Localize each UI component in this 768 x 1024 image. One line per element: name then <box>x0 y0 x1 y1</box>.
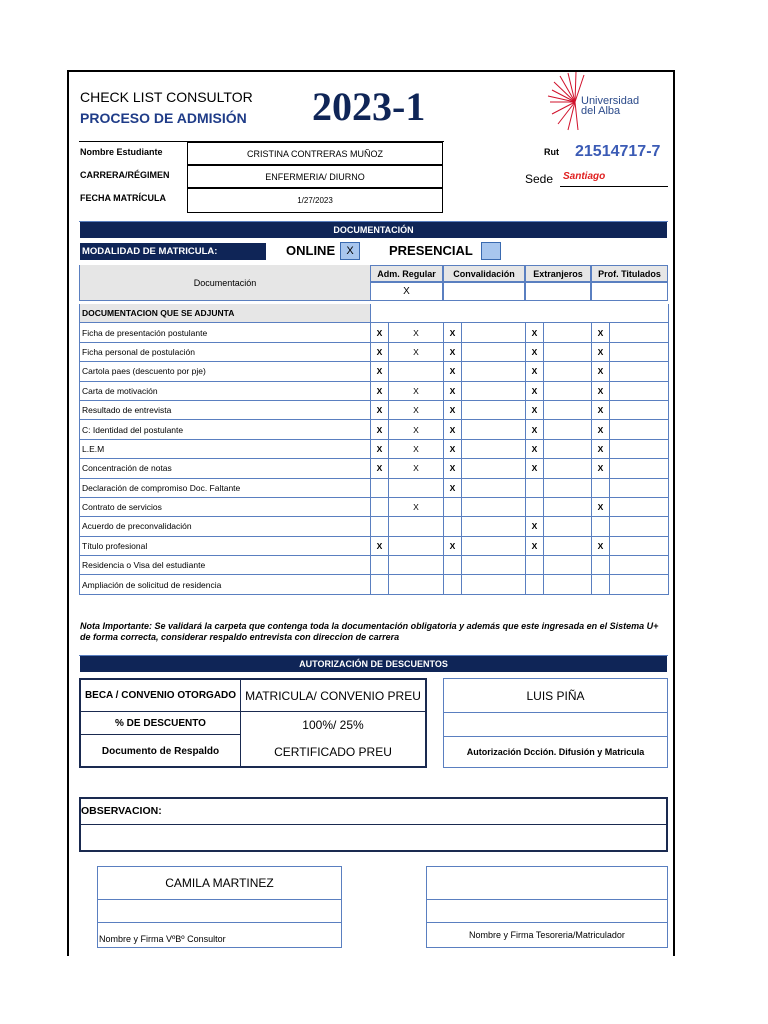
adm-regular-check[interactable]: X <box>371 323 389 342</box>
col-documentacion: Documentación <box>79 265 370 301</box>
document-row <box>80 478 669 497</box>
prof-titulados-empty <box>610 362 669 381</box>
extranjeros-empty <box>544 556 592 575</box>
documents-table <box>79 304 669 595</box>
extranjeros-empty <box>544 323 592 342</box>
prof-titulados-check[interactable]: X <box>592 381 610 400</box>
extranjeros-empty <box>544 400 592 419</box>
convalidacion-check[interactable]: X <box>444 439 462 458</box>
convalidacion-check[interactable]: X <box>444 342 462 361</box>
convalidacion-check[interactable]: X <box>444 459 462 478</box>
career-field[interactable]: ENFERMERIA/ DIURNO <box>187 165 443 188</box>
adm-regular-check-2[interactable]: X <box>389 459 444 478</box>
adm-regular-check-2[interactable]: X <box>389 381 444 400</box>
convalidacion-empty <box>462 478 526 497</box>
prof-titulados-check[interactable] <box>592 517 610 536</box>
prof-titulados-empty <box>610 439 669 458</box>
sede-underline <box>560 186 668 187</box>
convalidacion-empty <box>462 575 526 594</box>
prof-titulados-check[interactable]: X <box>592 420 610 439</box>
adm-regular-check-2[interactable] <box>389 536 444 555</box>
adm-regular-check-2[interactable] <box>389 556 444 575</box>
extranjeros-empty <box>544 439 592 458</box>
convalidacion-check[interactable]: X <box>444 362 462 381</box>
prof-titulados-check[interactable]: X <box>592 497 610 516</box>
prof-titulados-empty <box>610 400 669 419</box>
adm-regular-check-2[interactable] <box>389 517 444 536</box>
convalidacion-empty <box>462 323 526 342</box>
adm-regular-check-2[interactable]: X <box>389 420 444 439</box>
document-row <box>80 517 669 536</box>
document-label: C: Identidad del postulante <box>80 420 371 439</box>
form-subtitle: PROCESO DE ADMISIÓN <box>80 110 247 126</box>
prof-titulados-check[interactable] <box>592 556 610 575</box>
convalidacion-check[interactable] <box>444 575 462 594</box>
adm-regular-check[interactable]: X <box>371 439 389 458</box>
extranjeros-check[interactable]: X <box>526 342 544 361</box>
adm-regular-check[interactable] <box>371 497 389 516</box>
extranjeros-check[interactable]: X <box>526 381 544 400</box>
beca-value[interactable]: MATRICULA/ CONVENIO PREU <box>240 680 425 711</box>
document-label: Declaración de compromiso Doc. Faltante <box>80 478 371 497</box>
adjunta-row <box>80 304 669 323</box>
document-label: Carta de motivación <box>80 381 371 400</box>
document-label: Ficha personal de postulación <box>80 342 371 361</box>
col-extranjeros: Extranjeros <box>525 265 591 282</box>
consultor-name[interactable]: CAMILA MARTINEZ <box>165 876 274 890</box>
prof-titulados-check[interactable]: X <box>592 362 610 381</box>
convalidacion-empty <box>462 439 526 458</box>
extranjeros-check[interactable]: X <box>526 459 544 478</box>
prof-titulados-empty <box>610 323 669 342</box>
extranjeros-check[interactable]: X <box>526 400 544 419</box>
adm-regular-mark: X <box>370 282 443 301</box>
prof-titulados-empty <box>610 420 669 439</box>
divider <box>443 712 668 713</box>
extranjeros-empty <box>544 517 592 536</box>
convalidacion-check[interactable] <box>444 497 462 516</box>
adm-regular-check[interactable]: X <box>371 400 389 419</box>
document-label: Ficha de presentación postulante <box>80 323 371 342</box>
extranjeros-check[interactable]: X <box>526 439 544 458</box>
doc-respaldo-value[interactable]: CERTIFICADO PREU <box>240 738 425 766</box>
extranjeros-check[interactable]: X <box>526 323 544 342</box>
prof-titulados-check[interactable]: X <box>592 459 610 478</box>
prof-titulados-empty <box>610 556 669 575</box>
adm-regular-check[interactable]: X <box>371 342 389 361</box>
convalidacion-check[interactable]: X <box>444 420 462 439</box>
sede-label: Sede <box>525 172 554 186</box>
divider <box>81 824 666 825</box>
convalidacion-check[interactable]: X <box>444 381 462 400</box>
prof-titulados-empty <box>610 381 669 400</box>
prof-titulados-check[interactable] <box>592 575 610 594</box>
extranjeros-check[interactable] <box>526 575 544 594</box>
convalidacion-empty <box>462 400 526 419</box>
col-convalidacion: Convalidación <box>443 265 525 282</box>
prof-titulados-check[interactable]: X <box>592 400 610 419</box>
document-label: Cartola paes (descuento por pje) <box>80 362 371 381</box>
student-name-label: Nombre Estudiante <box>80 147 163 157</box>
prof-titulados-empty <box>610 517 669 536</box>
extranjeros-check[interactable] <box>526 497 544 516</box>
logo-text <box>581 96 639 116</box>
document-row <box>80 536 669 555</box>
observacion-field[interactable] <box>81 826 666 850</box>
convalidacion-empty <box>462 362 526 381</box>
document-label: Acuerdo de preconvalidación <box>80 517 371 536</box>
document-row <box>80 459 669 478</box>
document-row <box>80 400 669 419</box>
adm-regular-check-2[interactable]: X <box>389 342 444 361</box>
online-label: ONLINE <box>286 243 336 258</box>
tesoreria-name[interactable] <box>426 867 668 899</box>
document-row <box>80 362 669 381</box>
adm-regular-check-2[interactable] <box>389 362 444 381</box>
convalidacion-empty <box>462 497 526 516</box>
document-label: Ampliación de solicitud de residencia <box>80 575 371 594</box>
document-label: L.E.M <box>80 439 371 458</box>
document-label: Contrato de servicios <box>80 497 371 516</box>
presencial-label: PRESENCIAL <box>389 243 473 258</box>
rut-value: 21514717-7 <box>575 143 661 160</box>
convalidacion-empty <box>462 420 526 439</box>
divider <box>426 922 668 923</box>
divider <box>81 734 240 735</box>
extr-mark-cell <box>525 282 591 301</box>
extranjeros-empty <box>544 575 592 594</box>
prof-titulados-check[interactable] <box>592 478 610 497</box>
adm-regular-check-2[interactable] <box>389 478 444 497</box>
adm-regular-check-2[interactable]: X <box>389 323 444 342</box>
document-label: Título profesional <box>80 536 371 555</box>
convalidacion-empty <box>462 381 526 400</box>
document-row <box>80 556 669 575</box>
extranjeros-check[interactable]: X <box>526 420 544 439</box>
prof-titulados-check[interactable]: X <box>592 439 610 458</box>
adm-regular-check[interactable]: X <box>371 420 389 439</box>
convalidacion-empty <box>462 342 526 361</box>
document-row <box>80 381 669 400</box>
adm-regular-check[interactable] <box>371 517 389 536</box>
prof-titulados-empty <box>610 575 669 594</box>
convalidacion-empty <box>462 556 526 575</box>
frame-left <box>67 70 69 956</box>
document-row <box>80 497 669 516</box>
prof-titulados-empty <box>610 536 669 555</box>
convalidacion-check[interactable]: X <box>444 478 462 497</box>
convalidacion-check[interactable] <box>444 517 462 536</box>
extranjeros-empty <box>544 362 592 381</box>
col-adm-regular: Adm. Regular <box>370 265 443 282</box>
extranjeros-check[interactable]: X <box>526 362 544 381</box>
date-field[interactable]: 1/27/2023 <box>187 188 443 213</box>
auth-name[interactable]: LUIS PIÑA <box>526 688 585 703</box>
logo-text-line2: del Alba <box>581 105 621 117</box>
pct-label: % DE DESCUENTO <box>115 717 206 729</box>
document-label: Residencia o Visa del estudiante <box>80 556 371 575</box>
convalidacion-check[interactable]: X <box>444 323 462 342</box>
conv-mark-cell <box>443 282 525 301</box>
observacion-label: OBSERVACION: <box>81 805 162 817</box>
divider <box>97 899 342 900</box>
prof-titulados-check[interactable]: X <box>592 342 610 361</box>
adm-regular-check[interactable] <box>371 575 389 594</box>
date-label: FECHA MATRÍCULA <box>80 193 166 203</box>
prof-titulados-check[interactable]: X <box>592 536 610 555</box>
adm-regular-check-2[interactable]: X <box>389 497 444 516</box>
extranjeros-check[interactable] <box>526 478 544 497</box>
prof-titulados-empty <box>610 478 669 497</box>
extranjeros-check[interactable] <box>526 556 544 575</box>
convalidacion-empty <box>462 459 526 478</box>
online-checkbox[interactable]: X <box>340 242 360 260</box>
beca-label: BECA / CONVENIO OTORGADO <box>84 690 237 701</box>
extranjeros-empty <box>544 478 592 497</box>
document-label: Concentración de notas <box>80 459 371 478</box>
col-prof-titulados: Prof. Titulados <box>591 265 668 282</box>
prof-titulados-empty <box>610 342 669 361</box>
document-row <box>80 342 669 361</box>
logo-text-line1: Universidad <box>581 95 640 107</box>
document-row <box>80 420 669 439</box>
adjunta-label: DOCUMENTACION QUE SE ADJUNTA <box>80 304 371 323</box>
divider <box>97 922 342 923</box>
document-row <box>80 323 669 342</box>
adm-regular-check-2[interactable]: X <box>389 400 444 419</box>
extranjeros-empty <box>544 497 592 516</box>
period-title: 2023-1 <box>312 84 426 129</box>
extranjeros-check[interactable]: X <box>526 536 544 555</box>
adm-regular-check[interactable]: X <box>371 362 389 381</box>
document-row <box>80 575 669 594</box>
adm-regular-check-2[interactable] <box>389 575 444 594</box>
pct-value[interactable]: 100%/ 25% <box>240 712 425 738</box>
auth-label: Autorización Dcción. Difusión y Matricula <box>466 747 645 757</box>
doc-respaldo-label: Documento de Respaldo <box>101 745 220 757</box>
presencial-checkbox[interactable] <box>481 242 501 260</box>
prof-titulados-empty <box>610 497 669 516</box>
prof-titulados-empty <box>610 459 669 478</box>
prof-titulados-check[interactable]: X <box>592 323 610 342</box>
career-label: CARRERA/RÉGIMEN <box>80 170 170 180</box>
rut-label: Rut <box>544 147 559 157</box>
extranjeros-empty <box>544 381 592 400</box>
convalidacion-check[interactable] <box>444 556 462 575</box>
modalidad-label: MODALIDAD DE MATRICULA: <box>80 243 266 260</box>
adm-regular-check[interactable]: X <box>371 459 389 478</box>
form-title: CHECK LIST CONSULTOR <box>80 89 253 105</box>
nota-importante: Nota Importante: Se validará la carpeta que contenga toda la documentación obligatoria y además que este ingresada en el Sistema U+ de forma correcta, considerar respaldo entrevista con direccion de carrera <box>80 621 659 642</box>
extranjeros-empty <box>544 420 592 439</box>
adm-regular-check-2[interactable]: X <box>389 439 444 458</box>
documentacion-header: DOCUMENTACIÓN <box>80 222 667 238</box>
adm-regular-check[interactable] <box>371 478 389 497</box>
student-name-field[interactable]: CRISTINA CONTRERAS MUÑOZ <box>187 142 443 165</box>
consultor-label: Nombre y Firma VºBº Consultor <box>99 934 226 944</box>
convalidacion-empty <box>462 517 526 536</box>
extranjeros-empty <box>544 342 592 361</box>
prof-mark-cell <box>591 282 668 301</box>
divider <box>426 899 668 900</box>
extranjeros-check[interactable]: X <box>526 517 544 536</box>
adm-regular-check[interactable]: X <box>371 381 389 400</box>
tesoreria-label: Nombre y Firma Tesoreria/Matriculador <box>469 930 625 940</box>
convalidacion-check[interactable]: X <box>444 536 462 555</box>
document-label: Resultado de entrevista <box>80 400 371 419</box>
adm-regular-check[interactable]: X <box>371 536 389 555</box>
adm-regular-check[interactable] <box>371 556 389 575</box>
adjunta-empty <box>371 304 669 323</box>
sede-value: Santiago <box>563 171 606 182</box>
convalidacion-check[interactable]: X <box>444 400 462 419</box>
extranjeros-empty <box>544 536 592 555</box>
document-row <box>80 439 669 458</box>
extranjeros-empty <box>544 459 592 478</box>
descuentos-header: AUTORIZACIÓN DE DESCUENTOS <box>80 656 667 672</box>
convalidacion-empty <box>462 536 526 555</box>
frame-right <box>673 70 675 956</box>
